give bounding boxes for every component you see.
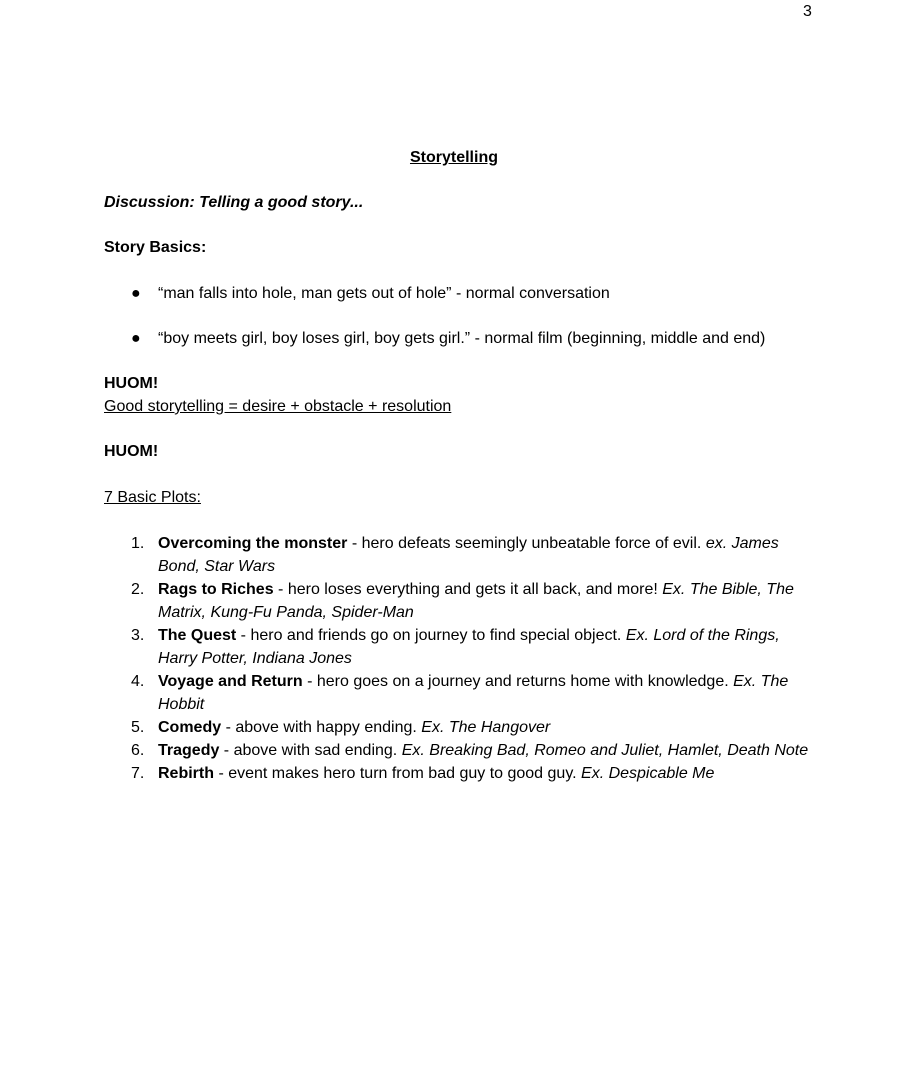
basic-plots-heading: 7 Basic Plots: — [104, 489, 201, 506]
plot-examples: ex. James Bond, Star Wars — [158, 535, 779, 575]
plot-examples: Ex. The Bible, The Matrix, Kung-Fu Panda, Spider-Man — [158, 581, 794, 621]
plot-description: - above with happy ending. — [221, 719, 422, 736]
plot-item — [0, 578, 813, 624]
list-number: 7. — [131, 765, 145, 782]
page-number: 3 — [803, 3, 812, 20]
plot-item — [0, 739, 813, 762]
page-title: Storytelling — [409, 149, 498, 166]
plot-examples: Ex. Breaking Bad, Romeo and Juliet, Hamlet, Death Note — [401, 742, 809, 759]
discussion-heading: Discussion: Telling a good story... — [104, 194, 364, 211]
list-number: 1. — [131, 535, 145, 552]
huom-note: HUOM! — [104, 375, 159, 392]
basic-plots-list — [0, 532, 908, 785]
huom-note: HUOM! — [104, 443, 159, 460]
story-basics-heading: Story Basics: — [104, 239, 207, 256]
plot-item — [0, 624, 813, 670]
plot-description: - hero goes on a journey and returns home with knowledge. — [302, 673, 734, 690]
plot-item — [0, 716, 813, 739]
plot-name: Rags to Riches — [158, 581, 274, 598]
bullet-icon: ● — [131, 285, 141, 302]
bullet-icon: ● — [131, 330, 141, 347]
list-number: 6. — [131, 742, 145, 759]
plot-description: - hero defeats seemingly unbeatable force of evil. — [347, 535, 706, 552]
plot-description: - hero and friends go on journey to find special object. — [236, 627, 626, 644]
plot-name: Rebirth — [158, 765, 214, 782]
list-number: 4. — [131, 673, 145, 690]
plot-item — [0, 532, 813, 578]
plot-examples: Ex. Lord of the Rings, Harry Potter, Indiana Jones — [158, 627, 780, 667]
story-basic-item: “boy meets girl, boy loses girl, boy gets girl.” - normal film (beginning, middle and end) — [158, 330, 766, 347]
plot-name: Comedy — [158, 719, 222, 736]
storytelling-formula: Good storytelling = desire + obstacle + resolution — [104, 398, 452, 415]
plot-name: The Quest — [158, 627, 237, 644]
plot-description: - above with sad ending. — [219, 742, 402, 759]
plot-examples: Ex. The Hobbit — [158, 673, 789, 713]
list-number: 2. — [131, 581, 145, 598]
plot-item — [0, 670, 813, 716]
plot-item — [0, 762, 813, 785]
plot-name: Voyage and Return — [158, 673, 303, 690]
plot-examples: Ex. Despicable Me — [581, 765, 715, 782]
plot-description: - hero loses everything and gets it all back, and more! — [273, 581, 663, 598]
plot-name: Tragedy — [158, 742, 220, 759]
list-number: 5. — [131, 719, 145, 736]
plot-name: Overcoming the monster — [158, 535, 348, 552]
plot-examples: Ex. The Hangover — [421, 719, 551, 736]
story-basic-item: “man falls into hole, man gets out of hole” - normal conversation — [158, 285, 610, 302]
list-number: 3. — [131, 627, 145, 644]
plot-description: - event makes hero turn from bad guy to good guy. — [214, 765, 582, 782]
